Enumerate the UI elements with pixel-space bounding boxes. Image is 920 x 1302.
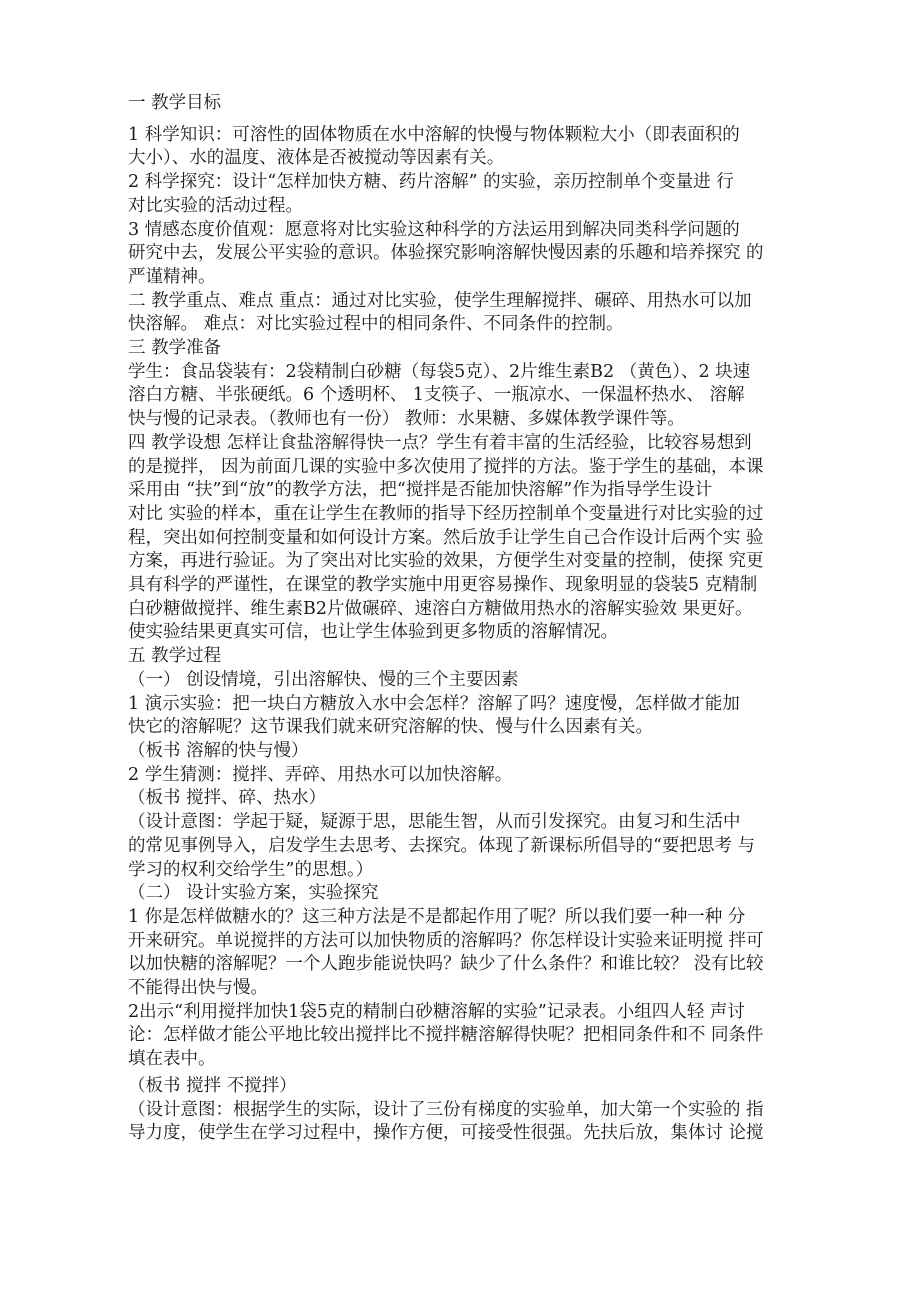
text-line: 采用由 “扶”到“放”的教学方法，把“搅拌是否能加快溶解”作为指导学生设计 [128,480,713,501]
board-note: （板书 溶解的快与慢） [128,740,309,761]
text-line: 溶白方糖、半张硬纸。6 个透明杯、 1支筷子、一瓶凉水、一保温杯热水、 溶解 [128,385,745,406]
text-line: 学生：食品袋装有：2袋精制白砂糖（每袋5克）、2片维生素B2 （黄色）、2 块速 [128,361,751,382]
subsection-heading: （一） 创设情境，引出溶解快、慢的三个主要因素 [128,669,519,690]
text-line: 3 情感态度价值观：愿意将对比实验这种科学的方法运用到解决同类科学问题的 [128,219,740,240]
text-line: 的是搅拌， 因为前面几课的实验中多次使用了搅拌的方法。鉴于学生的基础，本课 [128,456,764,477]
text-line: 使实验结果更真实可信，也让学生体验到更多物质的溶解情况。 [128,622,618,643]
text-line: 程，突出如何控制变量和如何设计方案。然后放手让学生自己合作设计后两个实 验 [128,527,764,548]
text-line: 1 你是怎样做糖水的？这三种方法是不是都起作用了呢？所以我们要一种一种 分 [128,906,746,927]
text-line: 论：怎样做才能公平地比较出搅拌比不搅拌糖溶解得快呢？把相同条件和不 同条件 [128,1025,764,1046]
text-line: 的常见事例导入，启发学生去思考、去探究。体现了新课标所倡导的“要把思考 与 [128,835,756,856]
text-line: 1 科学知识：可溶性的固体物质在水中溶解的快慢与物体颗粒大小（即表面积的 [128,124,740,145]
text-line: 以加快糖的溶解呢？一个人跑步能说快吗？缺少了什么条件？和谁比较？ 没有比较 [128,954,764,975]
section-heading-process: 五 教学过程 [128,646,222,667]
section-heading-design: 四 教学设想 怎样让食盐溶解得快一点？学生有着丰富的生活经验，比较容易想到 [128,432,752,453]
text-line: 快溶解。 难点：对比实验过程中的相同条件、不同条件的控制。 [128,314,624,335]
subsection-heading: （二） 设计实验方案，实验探究 [128,883,379,904]
text-line: 白砂糖做搅拌、维生素B2片做碾碎、速溶白方糖做用热水的溶解实验效 果更好。 [128,598,753,619]
design-intent-note: （设计意图：根据学生的实际，设计了三份有梯度的实验单，加大第一个实验的 指 [128,1099,764,1120]
text-line: 具有科学的严谨性，在课堂的教学实施中用更容易操作、现象明显的袋装5 克精制 [128,575,758,596]
text-line: 2 学生猜测：搅拌、弄碎、用热水可以加快溶解。 [128,764,513,785]
text-line: 2出示“利用搅拌加快1袋5克的精制白砂糖溶解的实验”记录表。小组四人轻 声讨 [128,1001,745,1022]
section-heading-key-points: 二 教学重点、难点 重点：通过对比实验，使学生理解搅拌、碾碎、用热水可以加 [128,290,752,311]
board-note: （板书 搅拌、碎、热水） [128,788,327,809]
text-line: 开来研究。单说搅拌的方法可以加快物质的溶解吗？你怎样设计实验来证明搅 拌可 [128,930,764,951]
text-line: 大小）、水的温度、液体是否被搅动等因素有关。 [128,148,505,169]
text-line: 学习的权利交给学生”的思想。） [128,859,374,880]
text-line: 对比实验的活动过程。 [128,195,303,216]
text-line: 方案，再进行验证。为了突出对比实验的效果，方便学生对变量的控制，使探 究更 [128,551,764,572]
text-line: 快与慢的记录表。（教师也有一份） 教师：水果糖、多媒体教学课件等。 [128,409,685,430]
section-heading-objectives: 一 教学目标 [128,93,222,113]
section-heading-preparation: 三 教学准备 [128,338,222,359]
design-intent-note: （设计意图：学起于疑，疑源于思，思能生智，从而引发探究。由复习和生活中 [128,812,741,833]
text-line: 严谨精神。 [128,266,216,287]
text-line: 不能得出快与慢。 [128,978,268,999]
text-line: 填在表中。 [128,1049,216,1070]
text-line: 快它的溶解呢？这节课我们就来研究溶解的快、慢与什么因素有关。 [128,717,653,738]
board-note: （板书 搅拌 不搅拌） [128,1075,297,1096]
text-line: 导力度，使学生在学习过程中，操作方便，可接受性很强。先扶后放，集体讨 论搅 [128,1123,764,1144]
text-line: 研究中去，发展公平实验的意识。体验探究影响溶解快慢因素的乐趣和培养探究 的 [128,243,764,264]
text-line: 对比 实验的样本，重在让学生在教师的指导下经历控制单个变量进行对比实验的过 [128,503,764,524]
text-line: 1 演示实验：把一块白方糖放入水中会怎样？溶解了吗？速度慢，怎样做才能加 [128,693,740,714]
text-line: 2 科学探究：设计“怎样加快方糖、药片溶解” 的实验，亲历控制单个变量进 行 [128,172,734,193]
